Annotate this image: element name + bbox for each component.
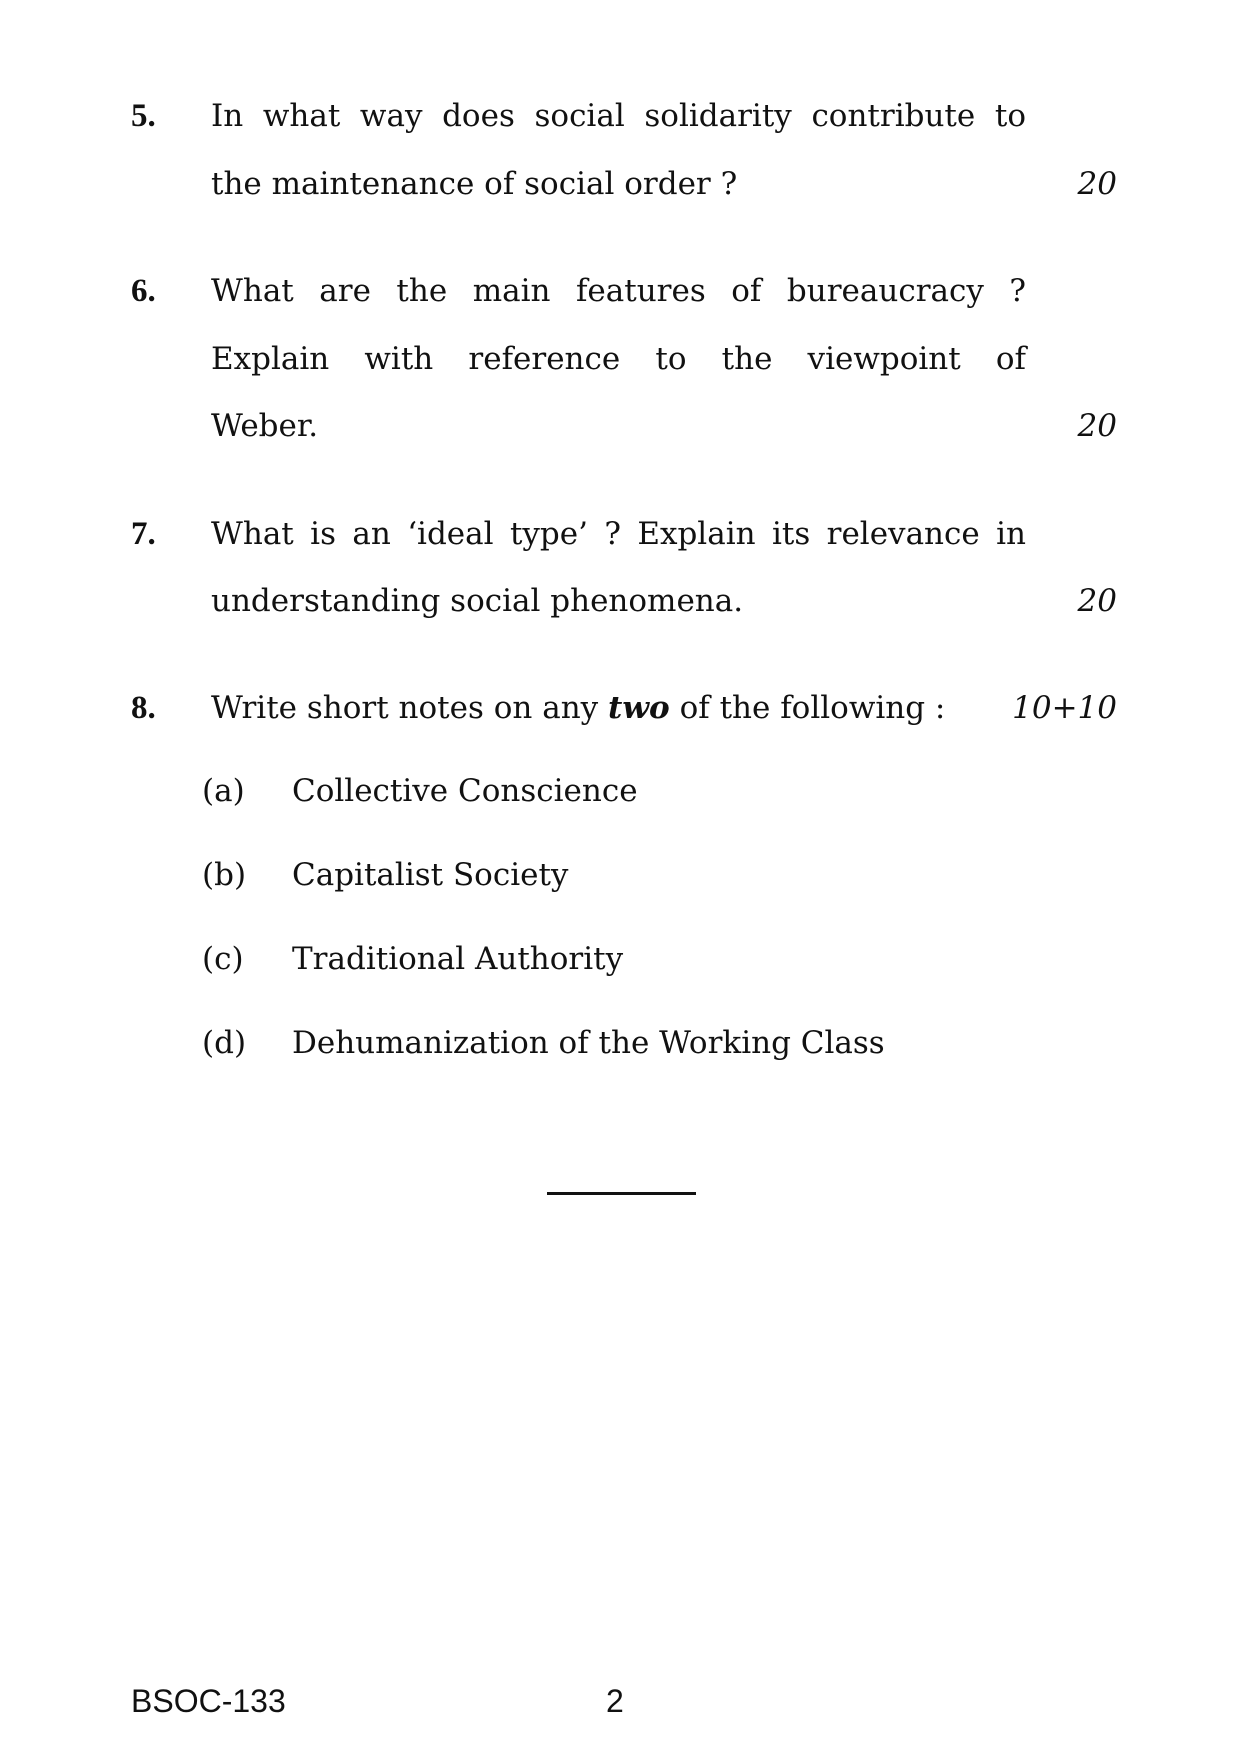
question-8-prompt: [211, 690, 945, 726]
footer-course-code: BSOC-133: [131, 1683, 286, 1719]
footer-page-number: 2: [606, 1683, 624, 1719]
question-8-text-before: Write short notes on any: [211, 690, 599, 726]
question-6-line-3: Weber.: [211, 408, 319, 444]
question-6-line-1: What are the main features of bureaucracy ?: [211, 273, 1026, 309]
question-7-number: 7.: [131, 516, 156, 552]
question-6-number: 6.: [131, 273, 156, 309]
option-d-label: (d): [202, 1025, 247, 1061]
question-5-line-2: the maintenance of social order ?: [211, 166, 738, 202]
end-of-paper-rule: [547, 1192, 696, 1195]
question-8-text-after: of the following :: [679, 690, 946, 726]
option-c-label: (c): [202, 941, 244, 977]
question-7-marks: 20: [1077, 583, 1117, 619]
question-5-marks: 20: [1077, 166, 1117, 202]
option-a-label: (a): [202, 773, 245, 809]
question-8-marks: 10+10: [1012, 690, 1117, 726]
question-6-marks: 20: [1077, 408, 1117, 444]
option-a-text: Collective Conscience: [292, 773, 638, 809]
option-d-text: Dehumanization of the Working Class: [292, 1025, 885, 1061]
option-b-label: (b): [202, 857, 247, 893]
question-6-line-2: Explain with reference to the viewpoint of: [211, 341, 1026, 377]
question-5-number: 5.: [131, 98, 156, 134]
question-7-line-1: What is an ‘ideal type’ ? Explain its relevance in: [211, 516, 1026, 552]
option-b-text: Capitalist Society: [292, 857, 569, 893]
option-c-text: Traditional Authority: [292, 941, 624, 977]
question-5-line-1: In what way does social solidarity contribute to: [211, 98, 1026, 134]
question-8-emphasis: two: [608, 690, 670, 726]
question-7-line-2: understanding social phenomena.: [211, 583, 744, 619]
question-8-number: 8.: [131, 690, 156, 726]
